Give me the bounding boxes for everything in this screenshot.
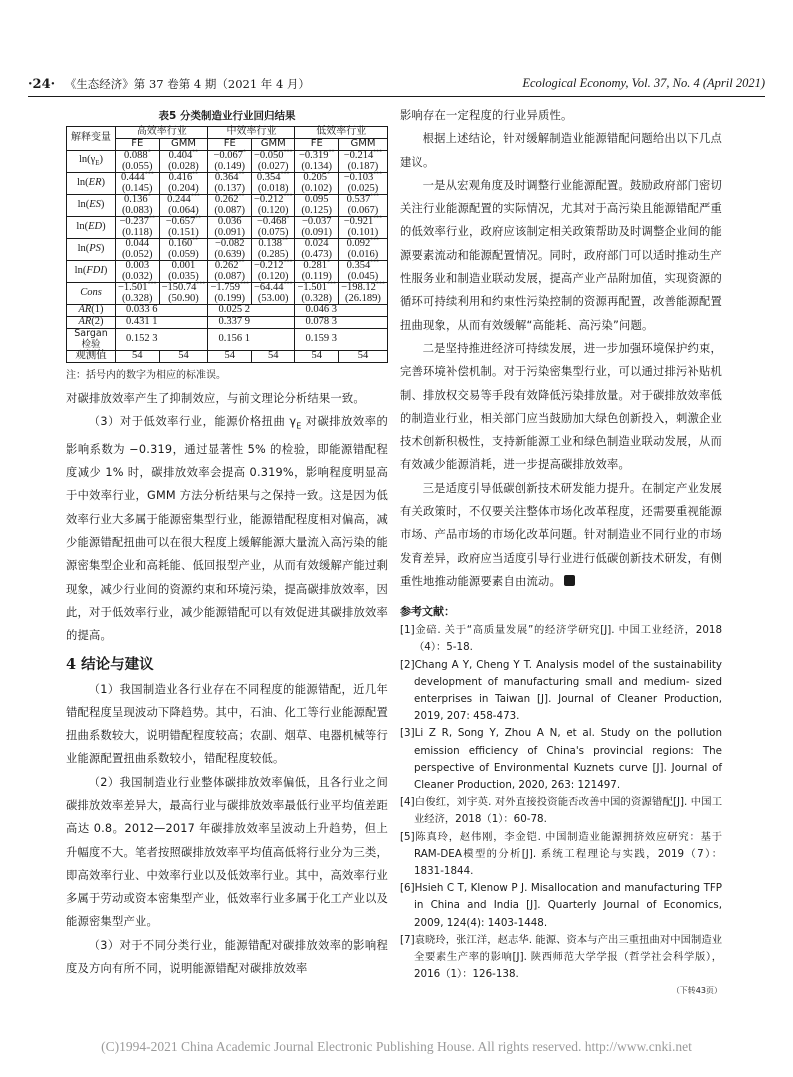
variable-part: Sargan [74, 328, 108, 339]
row-variable [67, 317, 116, 329]
std-error: (0.101) [347, 226, 379, 238]
table-sub-header: FE [295, 139, 339, 151]
coef-cell [295, 195, 339, 217]
coef-cell [208, 217, 252, 239]
table-group-low: 低效率行业 [295, 127, 388, 139]
coef-value: 0.024 [304, 238, 329, 249]
coef-cell [295, 261, 339, 283]
variable-part: E [95, 158, 100, 167]
coef-value: −0.067 [213, 150, 243, 161]
coef-cell [251, 173, 295, 195]
significance-stars: *** [373, 215, 383, 222]
std-error: (0.035) [168, 270, 199, 282]
left-column [66, 104, 388, 980]
std-error: (0.125) [301, 204, 333, 216]
paragraph-l2 [66, 410, 388, 647]
journal-en-title: Ecological Economy, Vol. 37, No. 4 (April 2021) [522, 76, 765, 90]
variable-part: ) [102, 221, 106, 233]
coef-value: 0.036 [217, 216, 242, 227]
coef-value: −0.214 [343, 150, 374, 161]
coef-cell [251, 261, 295, 283]
variable-part: ln( [77, 243, 90, 255]
std-error: (0.328) [301, 292, 333, 304]
std-error: (0.102) [301, 182, 333, 194]
header-rule [28, 96, 765, 97]
row-variable [67, 217, 116, 239]
coef-value: −0.237 [119, 216, 150, 227]
obs-value: 54 [338, 351, 387, 363]
std-error: (0.285) [257, 248, 289, 260]
std-error: (0.052) [121, 248, 153, 260]
significance-stars: *** [375, 281, 385, 288]
variable-part: ) [103, 265, 108, 277]
variable-part: ED [88, 221, 103, 233]
variable-part: ES [89, 199, 101, 211]
diagnostic-value: 0.152 3 [116, 329, 208, 351]
variable-part: PS [89, 243, 101, 255]
table-sub-header: GMM [251, 139, 295, 151]
significance-stars: *** [373, 149, 383, 156]
std-error: (0.016) [347, 248, 379, 260]
std-error: (0.091) [301, 226, 333, 238]
coef-value: 0.205 [303, 172, 328, 183]
coef-value: 0.095 [304, 194, 329, 205]
coef-value: 0.416 [168, 172, 193, 183]
coef-value: 0.262 [214, 260, 239, 271]
significance-stars: *** [240, 281, 249, 288]
significance-stars: *** [280, 171, 290, 178]
coef-cell [295, 283, 339, 305]
table-row [67, 151, 388, 173]
table-header-var: 解释变量 [67, 127, 116, 151]
coef-cell [338, 151, 387, 173]
significance-stars: *** [370, 259, 380, 266]
diagnostic-rows [67, 305, 388, 351]
coef-value: −0.103 [343, 172, 374, 183]
significance-stars: *** [283, 281, 293, 288]
coef-cell [295, 217, 339, 239]
significance-stars: *** [327, 281, 336, 288]
coef-cell [338, 195, 387, 217]
significance-stars: *** [373, 171, 383, 178]
paragraph-l2-b: 对碳排放效率的影响系数为 −0.319，通过显著性 5% 的检验，即能源错配程度减少 1% 时，碳排放效率会提高 0.319%，影响程度明显高于中效率行业，GMM 方法分析结果与之保持一致。这是因为低效率行业大多属于能源密集型行业，能源错配程度相对偏高，减少能源错配扭曲可以在很大程度上缓解能源大量流入高污染的能源密集型企业和高耗能、低回报型产业，从而有效缓解产能过剩现象，减少行业间的资源约束和环境污染，提高碳排放效率，因此，对于低效率行业，减少能源错配可以有效促进其碳排放效率的提高。 [66, 415, 388, 643]
coef-value: −0.319 [298, 150, 329, 161]
variable-part: (2) [91, 316, 104, 328]
coef-cell [295, 151, 339, 173]
coefficient-rows [67, 151, 388, 305]
references-list [400, 622, 722, 983]
significance-stars: ** [328, 149, 335, 156]
paragraph-r1: 根据上述结论，针对缓解制造业能源错配问题给出以下几点建议。 [400, 132, 722, 169]
reference-item: [6]Hsieh C T, Klenow P J. Misallocation and manufacturing TFP in China and India [J]. Quarterly Journal of Economics, 2009, 124(4): 1403-1448. [400, 882, 722, 929]
coef-value: −1.759 [210, 282, 240, 293]
row-variable [67, 261, 116, 283]
coef-cell [116, 195, 160, 217]
coef-cell [116, 239, 160, 261]
std-error: (0.120) [257, 270, 289, 282]
obs-value: 54 [251, 351, 295, 363]
coef-value: −0.037 [301, 216, 332, 227]
std-error: (0.075) [257, 226, 289, 238]
coef-value: 0.444 [120, 172, 145, 183]
table-sub-header: FE [116, 139, 160, 151]
table-row [67, 239, 388, 261]
significance-stars: ** [192, 149, 199, 156]
coef-cell [251, 283, 295, 305]
reference-item: [5]陈真玲，赵伟刚，李金铠. 中国制造业能源拥挤效应研究：基于RAM-DEA模型的分析[J]. 系统工程理论与实践，2019（7）：1831-1844. [400, 830, 722, 878]
significance-stars: * [147, 149, 151, 156]
table-sub-header: GMM [159, 139, 208, 151]
variable-part: ln( [76, 221, 89, 233]
coef-value: 0.537 [346, 194, 371, 205]
std-error: (0.091) [214, 226, 246, 238]
journal-cn-title: 《生态经济》第 37 卷第 4 期（2021 年 4 月） [64, 77, 310, 91]
coef-cell [116, 173, 160, 195]
significance-stars: ** [192, 171, 199, 178]
coef-cell [251, 195, 295, 217]
significance-stars: * [147, 193, 151, 200]
table-title: 表5 分类制造业行业回归结果 [158, 110, 296, 122]
reference-item: [4]白俊红，刘宇英. 对外直接投资能否改善中国的资源错配[J]. 中国工业经济，2018（1）：60-78. [400, 796, 722, 826]
std-error: (0.018) [257, 182, 289, 194]
table-sub-header: GMM [338, 139, 387, 151]
row-variable [67, 173, 116, 195]
coef-value: −1.501 [297, 282, 327, 293]
std-error: (26.189) [345, 292, 381, 304]
row-variable [67, 239, 116, 261]
variable-part: 检验 [81, 338, 101, 350]
paragraph-l2-a: （3）对于低效率行业，能源价格扭曲 γ [88, 415, 297, 429]
coef-value: 0.262 [214, 194, 239, 205]
std-error: (0.025) [347, 182, 379, 194]
coef-cell [251, 151, 295, 173]
std-error: (0.328) [121, 292, 153, 304]
table-row [67, 329, 388, 351]
variable-part: ) [100, 243, 105, 255]
coef-value: 0.092 [346, 238, 371, 249]
significance-stars: ** [195, 215, 202, 222]
variable-part: Cons [80, 287, 102, 299]
significance-stars: *** [370, 237, 380, 244]
significance-stars: *** [147, 281, 157, 288]
end-mark-icon [564, 575, 575, 586]
coef-value: −198.12 [341, 282, 376, 293]
std-error: (0.639) [214, 248, 246, 260]
significance-stars: *** [190, 193, 200, 200]
coef-cell [208, 283, 252, 305]
std-error: (0.087) [214, 204, 246, 216]
std-error: (50.90) [168, 292, 199, 304]
coef-cell [159, 195, 208, 217]
variable-part: AR [78, 316, 92, 328]
coef-cell [159, 217, 208, 239]
std-error: (0.032) [121, 270, 153, 282]
std-error: (0.045) [347, 270, 379, 282]
significance-stars: * [327, 259, 331, 266]
variable-part: ln( [77, 177, 89, 189]
std-error: (0.187) [347, 160, 379, 172]
significance-stars: *** [196, 281, 206, 288]
variable-part: (1) [91, 304, 104, 316]
coef-value: 0.404 [168, 150, 193, 161]
table-row [67, 195, 388, 217]
variable-part: FDI [86, 265, 104, 277]
suggestion-3-text: 三是适度引导低碳创新技术研发能力提升。在制定产业发展有关政策时，不仅要关注整体市场化改革程度，还需要重视能源市场、产品市场的市场化改革问题。针对制造业不同行业的市场发育差异，政府应当适度引导行业进行低碳创新技术研发，有侧重性地推动能源要素自由流动。 [400, 481, 722, 588]
row-variable [67, 283, 116, 305]
table-row [67, 283, 388, 305]
coef-cell [338, 173, 387, 195]
cnki-footer: (C)1994-2021 China Academic Journal Electronic Publishing House. All rights reserved. http://www.cnki.net [101, 1039, 692, 1054]
std-error: (0.055) [121, 160, 153, 172]
obs-label: 观测值 [67, 351, 116, 363]
std-error: (0.118) [122, 226, 153, 238]
coef-cell [208, 173, 252, 195]
coef-cell [208, 151, 252, 173]
coef-cell [251, 217, 295, 239]
table-note: 注：括号内的数字为相应的标准误。 [66, 370, 226, 381]
significance-stars: *** [370, 193, 380, 200]
coef-cell [159, 283, 208, 305]
significance-stars: *** [144, 171, 154, 178]
significance-stars: ** [238, 193, 245, 200]
continued-note: （下转43页） [671, 985, 722, 995]
std-error: (0.473) [301, 248, 333, 260]
std-error: (0.151) [168, 226, 199, 238]
reference-item: [3]Li Z R, Song Y, Zhou A N, et al. Study on the pollution emission efficiency of China's provincial regions: The perspective of Environmental Kuznets curve [J]. Journal of Cleaner Production, 2020, 263: 121497. [400, 727, 722, 792]
table-group-high: 高效率行业 [116, 127, 208, 139]
std-error: (0.149) [214, 160, 246, 172]
row-variable [67, 305, 116, 317]
header-left [28, 76, 310, 92]
significance-stars: *** [283, 193, 293, 200]
coef-value: 0.364 [214, 172, 239, 183]
coef-cell [159, 151, 208, 173]
std-error: (53.00) [257, 292, 289, 304]
obs-value: 54 [208, 351, 252, 363]
suggestion-2: 二是坚持推进经济可持续发展，进一步加强环境保护约束，完善环境补偿机制。对于污染密集型行业，可以通过排污补贴机制、排放权交易等手段有效降低污染排放量。对于碳排放效率低的制造业行业，相关部门应当鼓励加大绿色创新投入，刺激企业技术创新积极性，支持新能源工业和绿色制造业联动发展，从而有效减少能源消耗，进一步提高碳排放效率。 [400, 341, 722, 472]
coef-value: 0.138 [258, 238, 283, 249]
coef-value: 0.160 [168, 238, 193, 249]
section-title: 4 结论与建议 [66, 655, 154, 673]
reference-item: [1]金碚. 关于“高质量发展”的经济学研究[J]. 中国工业经济，2018（4）：5-18. [400, 624, 722, 654]
obs-value: 54 [159, 351, 208, 363]
table-group-mid: 中效率行业 [208, 127, 295, 139]
coef-value: −0.212 [253, 194, 284, 205]
std-error: (0.064) [168, 204, 199, 216]
std-error: (0.028) [168, 160, 199, 172]
reference-item: [2]Chang A Y, Cheng Y T. Analysis model of the sustainability development of manufacturing small and medium- sized enterprises in Taiwan [J]. Journal of Cleaner Production, 2019, 207: 458-473. [400, 658, 722, 723]
coef-cell [208, 195, 252, 217]
references-heading: 参考文献： [400, 605, 455, 619]
coef-value: 0.001 [171, 260, 196, 271]
variable-part: ) [101, 177, 105, 189]
coef-value: −0.082 [214, 238, 245, 249]
coef-value: −150.74 [161, 282, 197, 293]
coef-cell [295, 173, 339, 195]
std-error: (0.134) [301, 160, 333, 172]
coef-cell [208, 261, 252, 283]
coef-cell [159, 239, 208, 261]
variable-part: ln( [77, 199, 90, 211]
coef-cell [338, 261, 387, 283]
std-error: (0.145) [121, 182, 153, 194]
row-variable [67, 195, 116, 217]
coef-value: 0.354 [346, 260, 371, 271]
coef-cell [116, 261, 160, 283]
variable-part: ) [100, 199, 105, 211]
std-error: (0.204) [168, 182, 199, 194]
coef-value: 0.044 [125, 238, 150, 249]
diagnostic-value: 0.431 1 [116, 317, 208, 329]
row-variable [67, 329, 116, 351]
coef-value: 0.354 [256, 172, 281, 183]
diagnostic-value: 0.337 9 [208, 317, 295, 329]
coef-value: −0.050 [253, 150, 284, 161]
coef-value: −0.657 [165, 216, 196, 227]
std-error: (0.087) [214, 270, 246, 282]
coef-value: 0.003 [125, 260, 150, 271]
coef-cell [116, 217, 160, 239]
coef-value: −0.468 [256, 216, 287, 227]
diagnostic-value: 0.078 3 [295, 317, 388, 329]
diagnostic-value: 0.025 2 [208, 305, 295, 317]
significance-stars: * [243, 149, 246, 156]
running-header [28, 74, 765, 96]
significance-stars: ** [149, 215, 156, 222]
std-error: (0.199) [214, 292, 246, 304]
coef-value: −1.501 [117, 282, 148, 293]
variable-part: ln(γ [78, 153, 96, 165]
coef-cell [338, 239, 387, 261]
significance-stars: * [327, 171, 331, 178]
std-error: (0.027) [257, 160, 289, 172]
obs-value: 54 [116, 351, 160, 363]
std-error: (0.137) [214, 182, 246, 194]
significance-stars: ** [282, 237, 289, 244]
regression-table [66, 126, 388, 363]
table-row [67, 317, 388, 329]
significance-stars: ** [238, 259, 245, 266]
coef-cell [159, 261, 208, 283]
coef-cell [251, 239, 295, 261]
variable-part: AR [78, 304, 92, 316]
coef-value: 0.281 [303, 260, 328, 271]
std-error: (0.083) [121, 204, 153, 216]
coef-cell [295, 239, 339, 261]
significance-stars: ** [238, 171, 245, 178]
std-error: (0.059) [168, 248, 199, 260]
table-row [67, 217, 388, 239]
table-sub-header: FE [208, 139, 252, 151]
page-number: ·24· [28, 77, 56, 92]
diagnostic-value: 0.156 1 [208, 329, 295, 351]
significance-stars: *** [283, 259, 293, 266]
significance-stars: ** [192, 237, 199, 244]
table-row [67, 305, 388, 317]
variable-part: ) [99, 153, 104, 165]
std-error: (0.119) [301, 270, 332, 282]
coef-value: −0.212 [253, 260, 284, 271]
diagnostic-value: 0.033 6 [116, 305, 208, 317]
variable-part: ER [88, 177, 102, 189]
coef-value: 0.088 [123, 150, 148, 161]
coef-value: 0.244 [167, 194, 191, 205]
obs-value: 54 [295, 351, 339, 363]
suggestion-3 [400, 477, 722, 593]
coef-value: −64.44 [253, 282, 284, 293]
coef-value: −0.921 [343, 216, 374, 227]
significance-stars: *** [283, 149, 293, 156]
table-row [67, 173, 388, 195]
coef-cell [159, 173, 208, 195]
coef-cell [338, 283, 387, 305]
coef-cell [208, 239, 252, 261]
variable-part: ln( [74, 265, 87, 277]
significance-stars: * [286, 215, 290, 222]
diagnostic-value: 0.046 3 [295, 305, 388, 317]
diagnostic-value: 0.159 3 [295, 329, 388, 351]
conclusion-1: （1）我国制造业各行业存在不同程度的能源错配，近几年错配程度呈现波动下降趋势。其中，石油、化工等行业能源配置扭曲系数较大，说明错配程度较高；农副、烟草、电器机械等行业能源配置扭曲系数较小，错配程度较低。 [66, 682, 388, 766]
conclusion-2: （2）我国制造业行业整体碳排放效率偏低，且各行业之间碳排放效率差异大，最高行业与碳排放效率最低行业平均值差距高达 0.8。2012—2017 年碳排放效率呈波动上升趋势，但上升幅度不大。笔者按照碳排放效率平均值高低将行业分为三类，即高效率行业、中效率行业以及低效率行业。其中，高效率行业多属于劳动或资本密集型产业，低效率行业多属于化工产业以及能源密集型产业。 [66, 775, 388, 929]
row-variable [67, 151, 116, 173]
right-column [400, 104, 722, 996]
std-error: (0.067) [347, 204, 379, 216]
coef-value: 0.136 [123, 194, 148, 205]
reference-item: [7]袁晓玲，张江洋，赵志华. 能源、资本与产出三重扭曲对中国制造业全要素生产率的影响[J]. 陕西师范大学学报（哲学社会科学版），2016（1）：126-138. [400, 933, 722, 981]
conclusion-3: （3）对于不同分类行业，能源错配对碳排放效率的影响程度及方向有所不同，说明能源错配对碳排放效率 [66, 938, 388, 976]
coef-cell [338, 217, 387, 239]
paragraph-r0: 影响存在一定程度的行业异质性。 [400, 109, 573, 122]
table-row-obs [67, 351, 388, 363]
table-row [67, 261, 388, 283]
suggestion-1: 一是从宏观角度及时调整行业能源配置。鼓励政府部门密切关注行业能源配置的实际情况，尤其对于高污染且能源错配严重的低效率行业，政府应该制定相关政策帮助及时调整企业间的能源要素流动和能源配置情况。同时，政府部门可以适时推动生产性服务业和制造业联动发展，提高产业产品附加值，实现资源的循环可持续利用和约束性污染控制的资源再配置，改善能源配置扭曲现象，从而有效缓解“高能耗、高污染”问题。 [400, 178, 722, 332]
std-error: (0.120) [257, 204, 289, 216]
coef-cell [116, 283, 160, 305]
coef-cell [116, 151, 160, 173]
gamma-subscript: E [296, 421, 302, 431]
paragraph-l1: 对碳排放效率产生了抑制效应，与前文理论分析结果一致。 [66, 392, 365, 405]
